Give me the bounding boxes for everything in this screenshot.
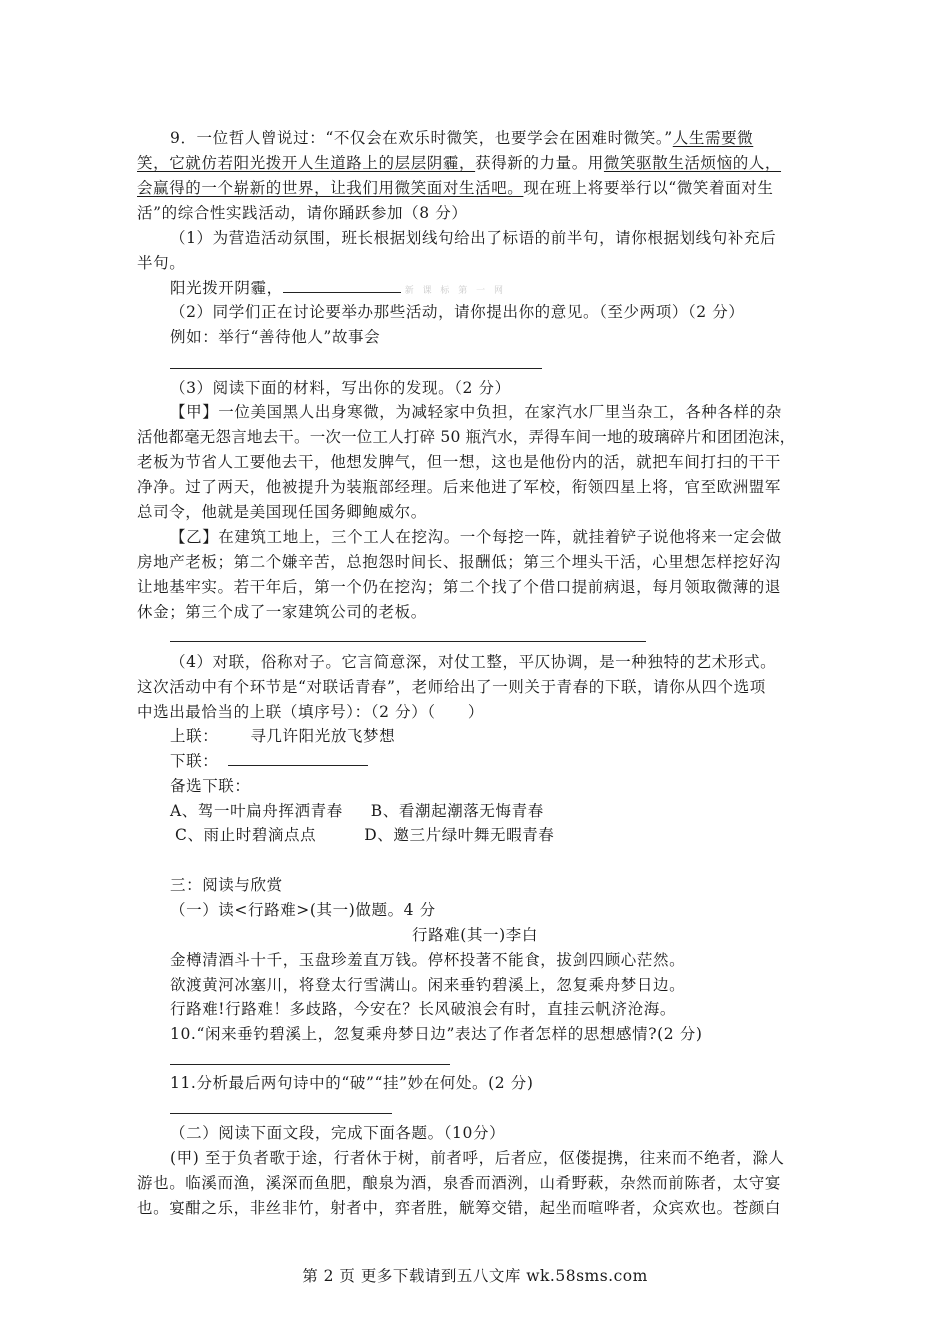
q9-line-3: 会赢得的一个崭新的世界，让我们用微笑面对生活吧。现在班上将要举行以“微笑着面对生 [137,179,774,197]
answer-line[interactable] [170,641,646,642]
question-10: 10.“闲来垂钓碧溪上，忽复乘舟梦日边”表达了作者怎样的思想感情?(2 分) [170,1025,703,1043]
q9-part4-line: 这次活动中有个环节是“对联话青春”，老师给出了一则关于青春的下联，请你从四个选项 [137,678,766,696]
material-jia-line: 老板为节省人工要他去干，他想发脾气，但一想，这也是他份内的活，就把车间打扫的干干 [137,453,782,471]
section-3-sub2: （二）阅读下面文段，完成下面各题。（10分） [170,1124,506,1142]
poem-line: 欲渡黄河冰塞川，将登太行雪满山。闲来垂钓碧溪上，忽复乘舟梦日边。 [170,976,686,994]
q9-part4-line: 中选出最恰当的上联（填序号）：（2 分）（ ） [137,703,484,721]
q9-part3-prompt: （3）阅读下面的材料，写出你的发现。（2 分） [170,379,511,397]
q9-line-2: 笑，它就仿若阳光拨开人生道路上的层层阴霾，获得新的力量。用微笑驱散生活烦恼的人， [137,154,782,172]
q9-part2-prompt: （2）同学们正在讨论要举办那些活动，请你提出你的意见。（至少两项）（2 分） [170,303,745,321]
shanglian-line: 上联： 寻几许阳光放飞梦想 [170,727,396,745]
poem-line: 行路难!行路难！多歧路，今安在？长风破浪会有时，直挂云帆济沧海。 [170,1000,676,1018]
material-jia-line: 活他都毫无怨言地去干。一次一位工人打碎 50 瓶汽水，弄得车间一地的玻璃碎片和团团泡沫， [137,428,796,446]
poem-title: 行路难(其一)李白 [412,926,538,944]
passage-line: 游也。临溪而渔，溪深而鱼肥，酿泉为酒，泉香而酒洌，山肴野蔌，杂然而前陈者，太守宴 [137,1174,782,1192]
xialian-line: 下联： [170,749,368,773]
watermark: 新 课 标 第 一 网 [404,286,507,296]
page-footer: 第 2 页 更多下载请到五八文库 wk.58sms.com [302,1267,648,1285]
answer-blank[interactable] [228,750,368,766]
q9-part1-prompt: （1）为营造活动氛围，班长根据划线句给出了标语的前半句，请你根据划线句补充后 [170,229,777,247]
options-row: A、驾一叶扁舟挥洒青春 B、看潮起潮落无悔青春 [170,802,544,820]
q9-line-4: 活”的综合性实践活动，请你踊跃参加（8 分） [137,204,468,222]
options-title: 备选下联： [170,777,251,795]
q9-part1-answer-line: 阳光拨开阴霾， 新 课 标 第 一 网 [170,279,507,297]
answer-blank[interactable] [283,277,401,293]
passage-line: 也。宴酣之乐，非丝非竹，射者中，弈者胜，觥筹交错，起坐而喧哗者，众宾欢也。苍颜白 [137,1199,782,1217]
material-yi-line: 【乙】在建筑工地上，三个工人在挖沟。一个每挖一阵，就挂着铲子说他将来一定会做 [170,528,782,546]
options-row: C、雨止时碧滴点点 D、邀三片绿叶舞无暇青春 [175,826,555,844]
q9-part4-line: （4）对联，俗称对子。它言简意深，对仗工整，平仄协调，是一种独特的艺术形式。 [170,653,777,671]
poem-line: 金樽清酒斗十千，玉盘珍羞直万钱。停杯投著不能食，拔剑四顾心茫然。 [170,951,686,969]
material-yi-line: 让地基牢实。若干年后，第一个仍在挖沟；第二个找了个借口提前病退，每月领取微薄的退 [137,578,782,596]
answer-line[interactable] [170,368,542,369]
answer-line[interactable] [170,1113,392,1114]
q9-line-1: 9．一位哲人曾说过：“不仅会在欢乐时微笑，也要学会在困难时微笑。”人生需要微 [170,129,754,147]
section-3-title: 三：阅读与欣赏 [170,876,283,894]
material-yi-line: 房地产老板；第二个嫌辛苦，总抱怨时间长、报酬低；第三个埋头干活，心里想怎样挖好沟 [137,553,782,571]
material-jia-line: 总司令，他就是美国现任国务卿鲍威尔。 [137,503,427,521]
material-jia-line: 净净。过了两天，他被提升为装瓶部经理。后来他进了军校，衔领四星上将，官至欧洲盟军 [137,478,782,496]
section-3-sub1: （一）读<行路难>(其一)做题。4 分 [170,901,436,919]
material-yi-line: 休金；第三个成了一家建筑公司的老板。 [137,603,427,621]
question-11: 11.分析最后两句诗中的“破”“挂”妙在何处。(2 分) [170,1074,534,1092]
material-jia-line: 【甲】一位美国黑人出身寒微，为减轻家中负担，在家汽水厂里当杂工，各种各样的杂 [170,403,782,421]
passage-line: (甲) 至于负者歌于途，行者休于树，前者呼，后者应，伛偻提携，往来而不绝者，滁人 [170,1149,785,1167]
q9-part2-example: 例如：举行“善待他人”故事会 [170,328,381,346]
answer-line[interactable] [170,1064,450,1065]
q9-part1-prompt-cont: 半句。 [137,254,186,272]
